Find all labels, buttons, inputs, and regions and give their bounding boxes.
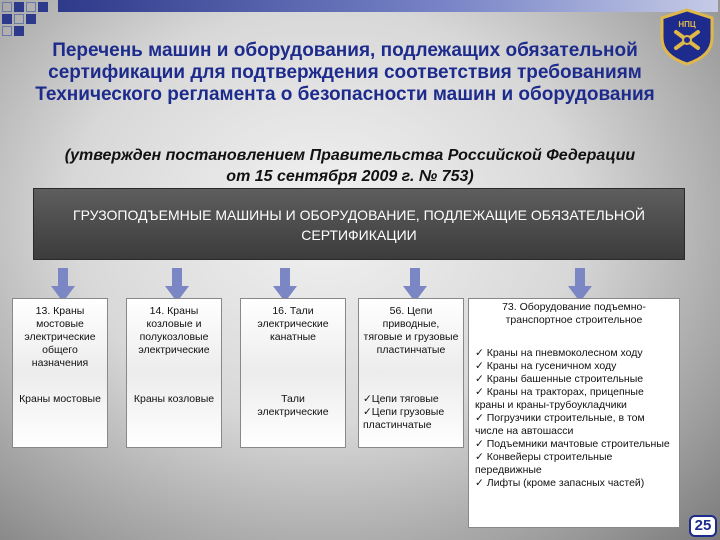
list-item: ✓ Конвейеры строительные передвижные [475, 451, 613, 476]
card-header: 14. Краны козловые и полукозловые электрические [138, 305, 210, 356]
card-body: Тали электрические [257, 393, 329, 418]
card-body: Краны мостовые [19, 393, 101, 405]
card-header: 56. Цепи приводные, тяговые и грузовые пластинчатые [363, 305, 459, 356]
down-arrow-icon [165, 268, 189, 302]
section-banner: ГРУЗОПОДЪЕМНЫЕ МАШИНЫ И ОБОРУДОВАНИЕ, ПОДЛЕЖАЩИЕ ОБЯЗАТЕЛЬНОЙ СЕРТИФИКАЦИИ [33, 188, 685, 260]
page-number: 25 [689, 515, 717, 537]
list-item: ✓ Краны башенные строительные [475, 373, 644, 385]
card-header: 13. Краны мостовые электрические общего назначения [24, 305, 96, 369]
category-card-cranes-gantry [126, 298, 222, 448]
page-subtitle: (утвержден постановлением Правительства Российской Федерации от 15 сентября 2009 г. № 753) [64, 147, 636, 185]
logo-text: НПЦ [678, 20, 696, 29]
list-item: ✓ Погрузчики строительные, в том числе на автошасси [475, 412, 645, 437]
list-item: ✓Цепи тяговые [363, 393, 439, 405]
card-body: Краны козловые [133, 393, 215, 405]
card-body [359, 391, 463, 434]
down-arrow-icon [403, 268, 427, 302]
list-item: ✓ Краны на тракторах, прицепные краны и краны-трубоукладчики [475, 386, 644, 411]
category-card-hoists [240, 298, 346, 448]
category-card-chains [358, 298, 464, 448]
list-item: ✓ Краны на гусеничном ходу [475, 360, 617, 372]
card-header: 16. Тали электрические канатные [257, 305, 329, 343]
list-item: ✓ Лифты (кроме запасных частей) [475, 477, 645, 489]
organization-logo [658, 8, 716, 66]
header-bar [58, 0, 718, 12]
down-arrow-icon [273, 268, 297, 302]
category-card-cranes-bridge [12, 298, 108, 448]
page-title: Перечень машин и оборудования, подлежащих обязательной сертификации для подтверждения соответствия требованиям Технического регламента о безопасности машин и оборудования [35, 40, 655, 105]
down-arrow-icon [568, 268, 592, 302]
category-card-construction-equipment [468, 298, 680, 528]
card-header: 73. Оборудование подъемно-транспортное строительное [502, 301, 646, 326]
list-item: ✓ Подъемники мачтовые строительные [475, 438, 670, 450]
down-arrow-icon [51, 268, 75, 302]
list-item: ✓Цепи грузовые пластинчатые [363, 406, 445, 431]
list-item: ✓ Краны на пневмоколесном ходу [475, 347, 643, 359]
